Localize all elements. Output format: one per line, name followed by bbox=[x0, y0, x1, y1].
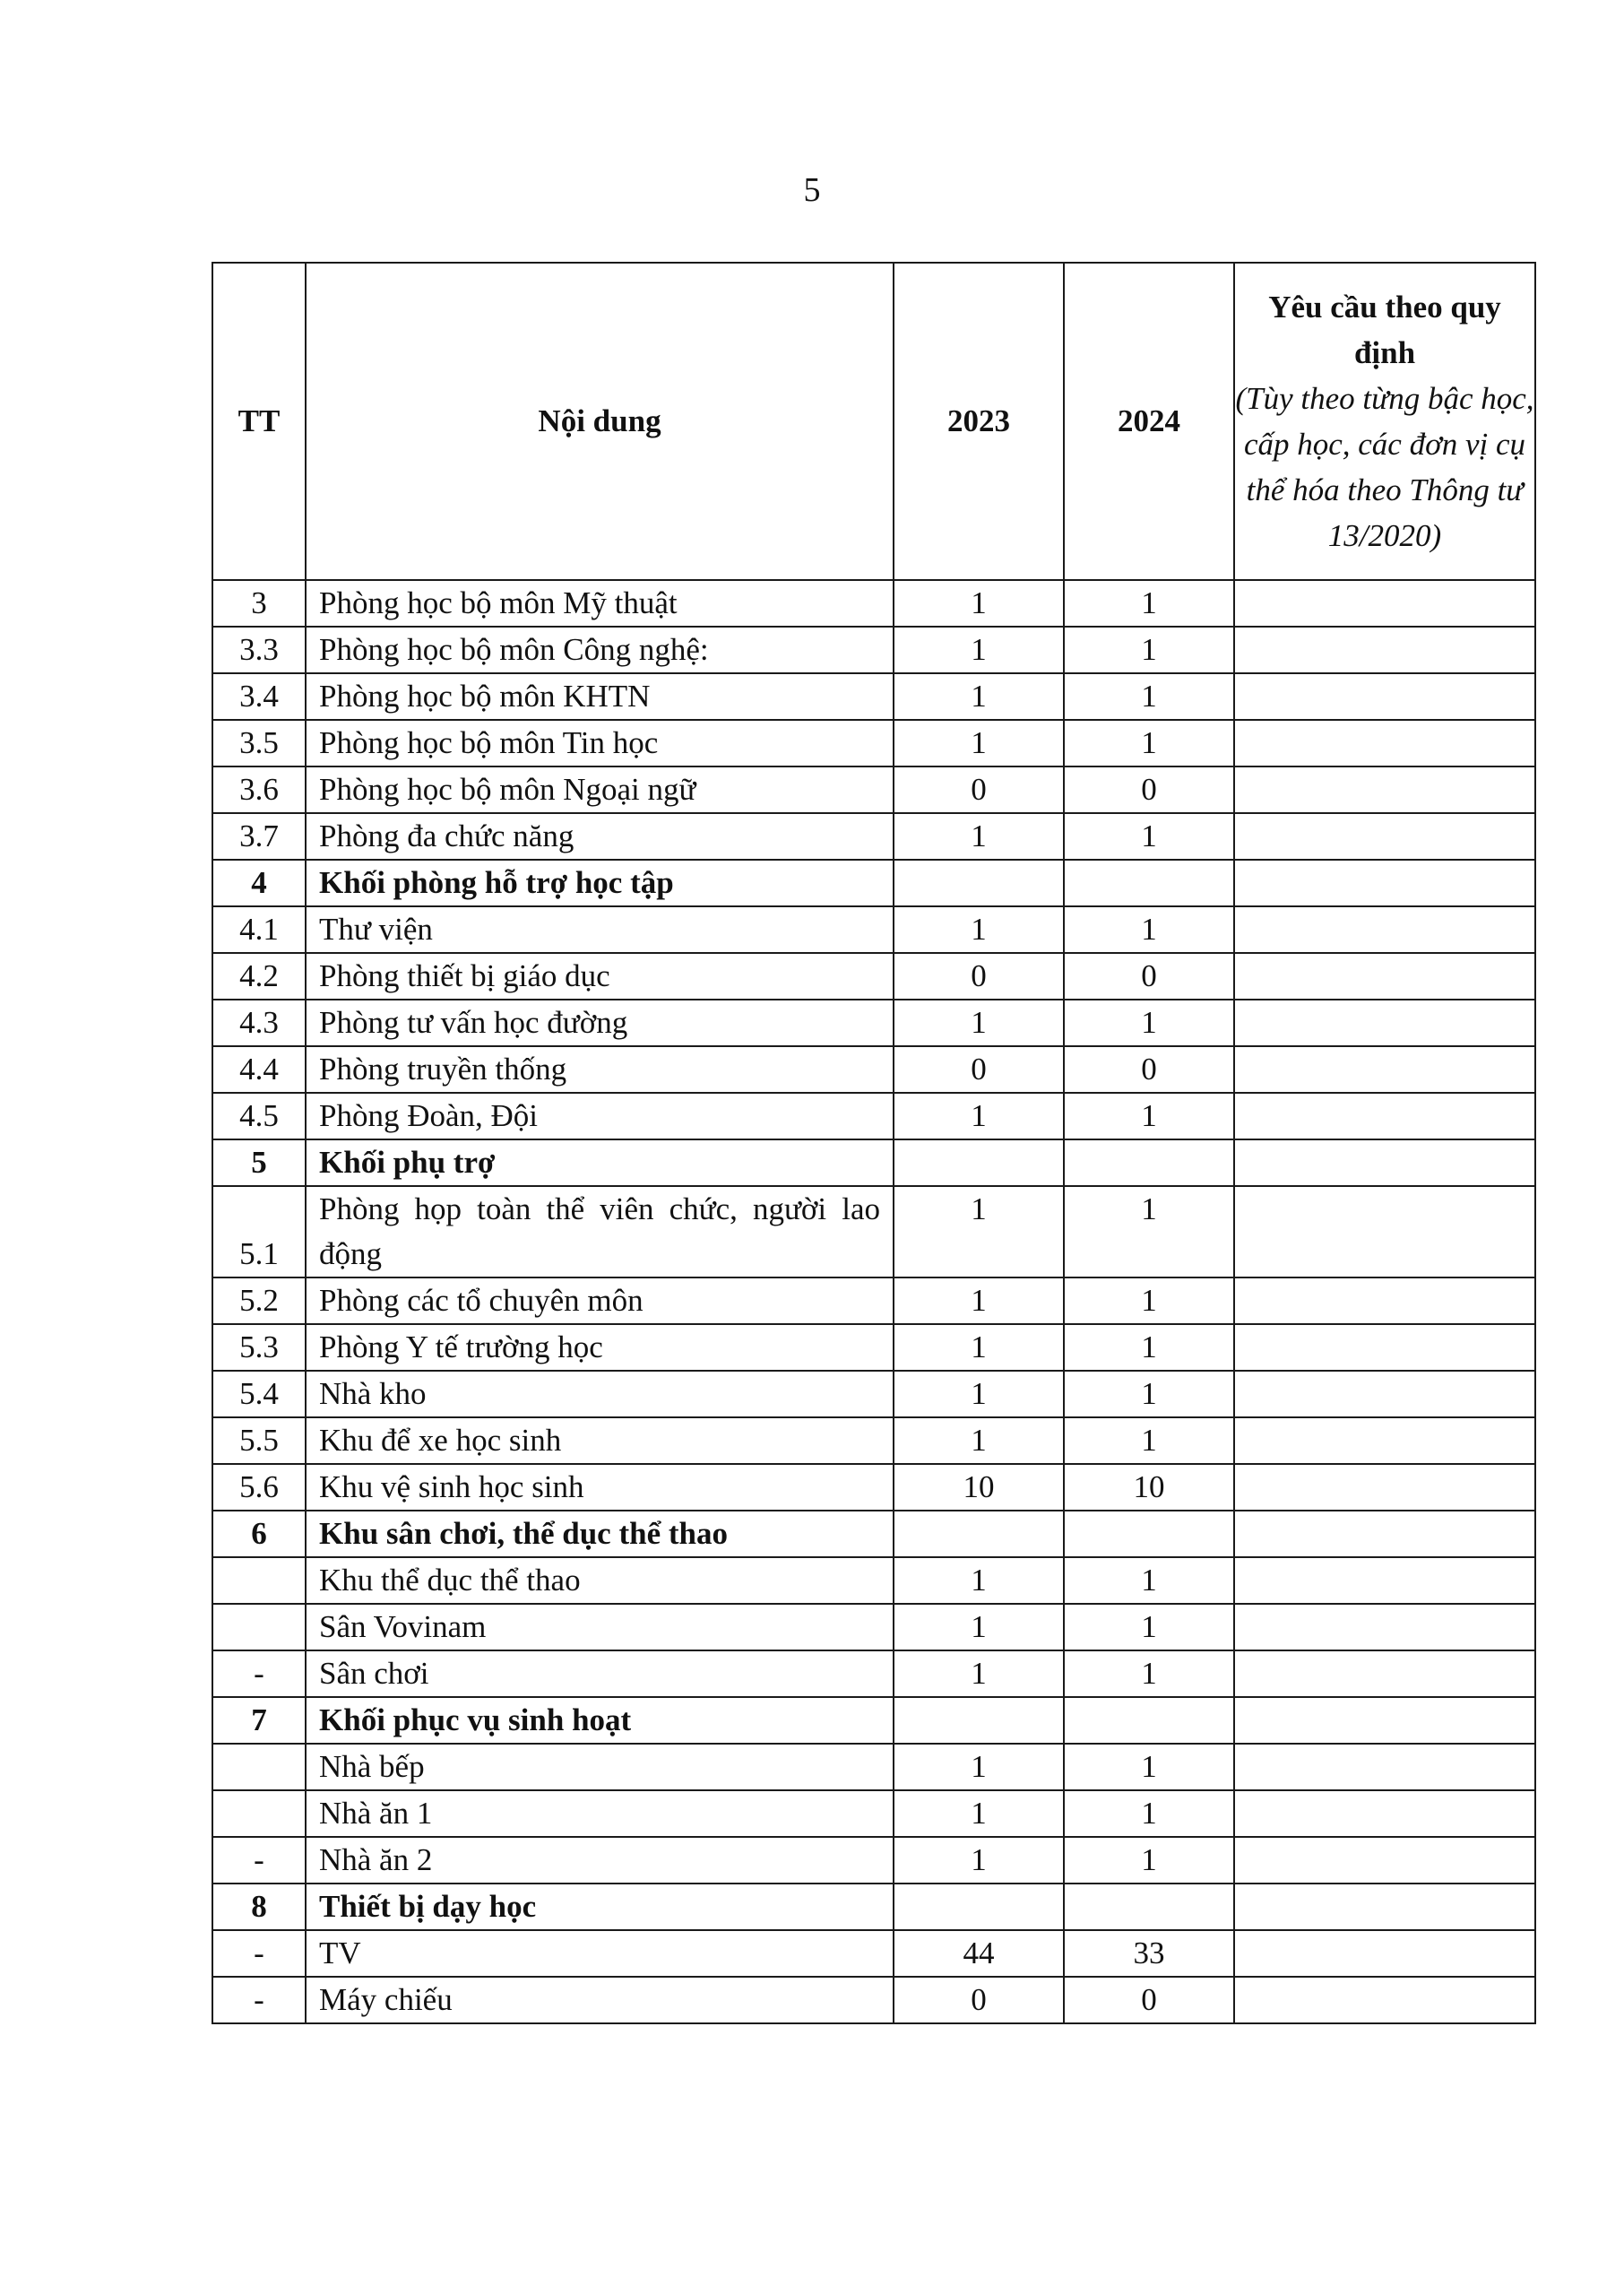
cell-2023: 1 bbox=[894, 1557, 1064, 1604]
cell-tt: 3.7 bbox=[212, 813, 306, 860]
table-row bbox=[212, 860, 1535, 906]
cell-tt: 7 bbox=[212, 1697, 306, 1744]
cell-content: Thư viện bbox=[306, 906, 894, 953]
cell-content: Máy chiếu bbox=[306, 1977, 894, 2023]
cell-2023: 1 bbox=[894, 720, 1064, 766]
cell-requirement bbox=[1234, 1697, 1535, 1744]
cell-2023 bbox=[894, 1511, 1064, 1557]
cell-2024: 1 bbox=[1064, 1837, 1234, 1884]
cell-2023: 1 bbox=[894, 627, 1064, 673]
cell-tt: 5.4 bbox=[212, 1371, 306, 1417]
cell-content: Phòng tư vấn học đường bbox=[306, 1000, 894, 1046]
cell-2023: 0 bbox=[894, 1046, 1064, 1093]
cell-tt: 5.2 bbox=[212, 1277, 306, 1324]
cell-2024: 1 bbox=[1064, 1417, 1234, 1464]
cell-content: Phòng thiết bị giáo dục bbox=[306, 953, 894, 1000]
cell-2024 bbox=[1064, 1697, 1234, 1744]
cell-tt bbox=[212, 1557, 306, 1604]
cell-requirement bbox=[1234, 1093, 1535, 1139]
cell-2023: 1 bbox=[894, 1000, 1064, 1046]
table-row bbox=[212, 1650, 1535, 1697]
cell-2024 bbox=[1064, 1884, 1234, 1930]
cell-requirement bbox=[1234, 1324, 1535, 1371]
cell-content: Phòng Đoàn, Đội bbox=[306, 1093, 894, 1139]
table-row bbox=[212, 627, 1535, 673]
cell-requirement bbox=[1234, 1417, 1535, 1464]
cell-content: Sân chơi bbox=[306, 1650, 894, 1697]
cell-tt: 3.3 bbox=[212, 627, 306, 673]
cell-requirement bbox=[1234, 860, 1535, 906]
cell-tt: - bbox=[212, 1930, 306, 1977]
cell-content: Phòng học bộ môn Ngoại ngữ bbox=[306, 766, 894, 813]
cell-2024: 0 bbox=[1064, 766, 1234, 813]
cell-content: TV bbox=[306, 1930, 894, 1977]
table-row bbox=[212, 1697, 1535, 1744]
cell-requirement bbox=[1234, 1139, 1535, 1186]
table-body bbox=[212, 580, 1535, 2023]
cell-requirement bbox=[1234, 1511, 1535, 1557]
table-row bbox=[212, 813, 1535, 860]
table-row bbox=[212, 1417, 1535, 1464]
cell-tt: 6 bbox=[212, 1511, 306, 1557]
cell-requirement bbox=[1234, 1837, 1535, 1884]
cell-2024: 1 bbox=[1064, 1000, 1234, 1046]
cell-content: Nhà ăn 1 bbox=[306, 1790, 894, 1837]
table-row bbox=[212, 1837, 1535, 1884]
table-row bbox=[212, 720, 1535, 766]
cell-2024: 1 bbox=[1064, 673, 1234, 720]
table-row bbox=[212, 1186, 1535, 1277]
cell-2023: 1 bbox=[894, 1790, 1064, 1837]
cell-2023: 0 bbox=[894, 766, 1064, 813]
header-requirement bbox=[1234, 263, 1535, 580]
cell-2023 bbox=[894, 860, 1064, 906]
cell-2024: 0 bbox=[1064, 953, 1234, 1000]
cell-requirement bbox=[1234, 1464, 1535, 1511]
table-row bbox=[212, 766, 1535, 813]
cell-2024: 1 bbox=[1064, 1277, 1234, 1324]
cell-2024: 1 bbox=[1064, 813, 1234, 860]
cell-2023: 1 bbox=[894, 906, 1064, 953]
cell-2023: 1 bbox=[894, 1417, 1064, 1464]
cell-2024: 1 bbox=[1064, 1186, 1234, 1277]
cell-requirement bbox=[1234, 1000, 1535, 1046]
table-row bbox=[212, 1324, 1535, 1371]
cell-tt: 4.1 bbox=[212, 906, 306, 953]
cell-requirement bbox=[1234, 673, 1535, 720]
cell-2023: 1 bbox=[894, 673, 1064, 720]
cell-2023: 1 bbox=[894, 1186, 1064, 1277]
cell-requirement bbox=[1234, 953, 1535, 1000]
cell-tt: 4.3 bbox=[212, 1000, 306, 1046]
table-row bbox=[212, 906, 1535, 953]
table-row bbox=[212, 580, 1535, 627]
cell-tt bbox=[212, 1604, 306, 1650]
header-requirement-title: Yêu cầu theo quy định bbox=[1268, 290, 1501, 370]
cell-2023 bbox=[894, 1697, 1064, 1744]
table-row bbox=[212, 1790, 1535, 1837]
cell-tt: - bbox=[212, 1837, 306, 1884]
table-row bbox=[212, 1046, 1535, 1093]
cell-content: Khối phục vụ sinh hoạt bbox=[306, 1697, 894, 1744]
cell-2023: 1 bbox=[894, 1371, 1064, 1417]
cell-2024: 1 bbox=[1064, 1324, 1234, 1371]
cell-tt: 5 bbox=[212, 1139, 306, 1186]
cell-tt: 3.6 bbox=[212, 766, 306, 813]
table-row bbox=[212, 1093, 1535, 1139]
cell-2023: 0 bbox=[894, 1977, 1064, 2023]
cell-2024 bbox=[1064, 1139, 1234, 1186]
cell-tt bbox=[212, 1744, 306, 1790]
cell-2024: 1 bbox=[1064, 1557, 1234, 1604]
cell-content: Phòng học bộ môn Công nghệ: bbox=[306, 627, 894, 673]
cell-2024: 1 bbox=[1064, 1604, 1234, 1650]
table-row bbox=[212, 1371, 1535, 1417]
cell-content: Phòng các tổ chuyên môn bbox=[306, 1277, 894, 1324]
header-2023: 2023 bbox=[894, 263, 1064, 580]
cell-requirement bbox=[1234, 1650, 1535, 1697]
cell-requirement bbox=[1234, 1277, 1535, 1324]
cell-content: Phòng học bộ môn KHTN bbox=[306, 673, 894, 720]
cell-tt: - bbox=[212, 1977, 306, 2023]
cell-content: Phòng học bộ môn Tin học bbox=[306, 720, 894, 766]
cell-tt: 3.4 bbox=[212, 673, 306, 720]
cell-content: Nhà kho bbox=[306, 1371, 894, 1417]
cell-requirement bbox=[1234, 1977, 1535, 2023]
cell-2024: 1 bbox=[1064, 1744, 1234, 1790]
table-row bbox=[212, 1000, 1535, 1046]
table-row bbox=[212, 1557, 1535, 1604]
cell-2023: 0 bbox=[894, 953, 1064, 1000]
cell-2023: 44 bbox=[894, 1930, 1064, 1977]
cell-requirement bbox=[1234, 1884, 1535, 1930]
header-tt: TT bbox=[212, 263, 306, 580]
cell-requirement bbox=[1234, 766, 1535, 813]
cell-requirement bbox=[1234, 627, 1535, 673]
table-row bbox=[212, 1744, 1535, 1790]
table-row bbox=[212, 1277, 1535, 1324]
cell-requirement bbox=[1234, 1186, 1535, 1277]
table-row bbox=[212, 953, 1535, 1000]
cell-2024: 1 bbox=[1064, 1790, 1234, 1837]
cell-tt: 4.2 bbox=[212, 953, 306, 1000]
cell-2024: 1 bbox=[1064, 906, 1234, 953]
cell-2023: 1 bbox=[894, 1324, 1064, 1371]
cell-requirement bbox=[1234, 580, 1535, 627]
table-row bbox=[212, 1139, 1535, 1186]
cell-content: Phòng Y tế trường học bbox=[306, 1324, 894, 1371]
table-row bbox=[212, 1464, 1535, 1511]
cell-requirement bbox=[1234, 1557, 1535, 1604]
cell-2024: 1 bbox=[1064, 627, 1234, 673]
cell-content: Nhà bếp bbox=[306, 1744, 894, 1790]
facilities-table bbox=[212, 262, 1536, 2024]
cell-2023: 10 bbox=[894, 1464, 1064, 1511]
cell-2023: 1 bbox=[894, 580, 1064, 627]
cell-2024: 33 bbox=[1064, 1930, 1234, 1977]
table-row bbox=[212, 1511, 1535, 1557]
cell-2024: 1 bbox=[1064, 580, 1234, 627]
cell-2024: 1 bbox=[1064, 1371, 1234, 1417]
cell-2024: 1 bbox=[1064, 1093, 1234, 1139]
cell-2023: 1 bbox=[894, 1837, 1064, 1884]
header-requirement-note: (Tùy theo từng bậc học, cấp học, các đơn vị cụ thể hóa theo Thông tư 13/2020) bbox=[1235, 381, 1534, 553]
cell-2023: 1 bbox=[894, 813, 1064, 860]
cell-tt: 5.5 bbox=[212, 1417, 306, 1464]
cell-content: Khu thể dục thể thao bbox=[306, 1557, 894, 1604]
cell-2024: 0 bbox=[1064, 1046, 1234, 1093]
cell-requirement bbox=[1234, 813, 1535, 860]
cell-tt: 5.3 bbox=[212, 1324, 306, 1371]
header-content: Nội dung bbox=[306, 263, 894, 580]
cell-content: Phòng truyền thống bbox=[306, 1046, 894, 1093]
cell-2023: 1 bbox=[894, 1093, 1064, 1139]
cell-content: Khu sân chơi, thể dục thể thao bbox=[306, 1511, 894, 1557]
cell-tt: 4 bbox=[212, 860, 306, 906]
cell-tt: 3 bbox=[212, 580, 306, 627]
cell-2024: 1 bbox=[1064, 1650, 1234, 1697]
cell-tt: - bbox=[212, 1650, 306, 1697]
cell-content: Phòng học bộ môn Mỹ thuật bbox=[306, 580, 894, 627]
cell-tt: 5.6 bbox=[212, 1464, 306, 1511]
cell-2024: 10 bbox=[1064, 1464, 1234, 1511]
cell-content: Phòng họp toàn thể viên chức, người lao động bbox=[306, 1186, 894, 1277]
cell-requirement bbox=[1234, 720, 1535, 766]
table-row bbox=[212, 673, 1535, 720]
cell-content: Khu vệ sinh học sinh bbox=[306, 1464, 894, 1511]
table-row bbox=[212, 1604, 1535, 1650]
table-row bbox=[212, 1884, 1535, 1930]
cell-2024: 1 bbox=[1064, 720, 1234, 766]
cell-2024 bbox=[1064, 1511, 1234, 1557]
cell-2023 bbox=[894, 1139, 1064, 1186]
cell-tt: 4.5 bbox=[212, 1093, 306, 1139]
table-row bbox=[212, 1977, 1535, 2023]
cell-tt bbox=[212, 1790, 306, 1837]
header-2024: 2024 bbox=[1064, 263, 1234, 580]
cell-requirement bbox=[1234, 1930, 1535, 1977]
cell-requirement bbox=[1234, 1371, 1535, 1417]
cell-content: Khối phòng hỗ trợ học tập bbox=[306, 860, 894, 906]
cell-2023: 1 bbox=[894, 1604, 1064, 1650]
cell-tt: 4.4 bbox=[212, 1046, 306, 1093]
cell-2023 bbox=[894, 1884, 1064, 1930]
cell-tt: 8 bbox=[212, 1884, 306, 1930]
cell-2024: 0 bbox=[1064, 1977, 1234, 2023]
cell-requirement bbox=[1234, 1046, 1535, 1093]
cell-content: Sân Vovinam bbox=[306, 1604, 894, 1650]
cell-requirement bbox=[1234, 1790, 1535, 1837]
table-row bbox=[212, 1930, 1535, 1977]
cell-requirement bbox=[1234, 1604, 1535, 1650]
cell-2023: 1 bbox=[894, 1277, 1064, 1324]
cell-content: Nhà ăn 2 bbox=[306, 1837, 894, 1884]
cell-requirement bbox=[1234, 1744, 1535, 1790]
cell-content: Khối phụ trợ bbox=[306, 1139, 894, 1186]
cell-2023: 1 bbox=[894, 1744, 1064, 1790]
cell-tt: 5.1 bbox=[212, 1186, 306, 1277]
page-number: 5 bbox=[803, 171, 821, 209]
cell-2024 bbox=[1064, 860, 1234, 906]
cell-requirement bbox=[1234, 906, 1535, 953]
cell-content: Khu để xe học sinh bbox=[306, 1417, 894, 1464]
cell-tt: 3.5 bbox=[212, 720, 306, 766]
table-header-row bbox=[212, 263, 1535, 580]
cell-content: Phòng đa chức năng bbox=[306, 813, 894, 860]
cell-content: Thiết bị dạy học bbox=[306, 1884, 894, 1930]
cell-2023: 1 bbox=[894, 1650, 1064, 1697]
